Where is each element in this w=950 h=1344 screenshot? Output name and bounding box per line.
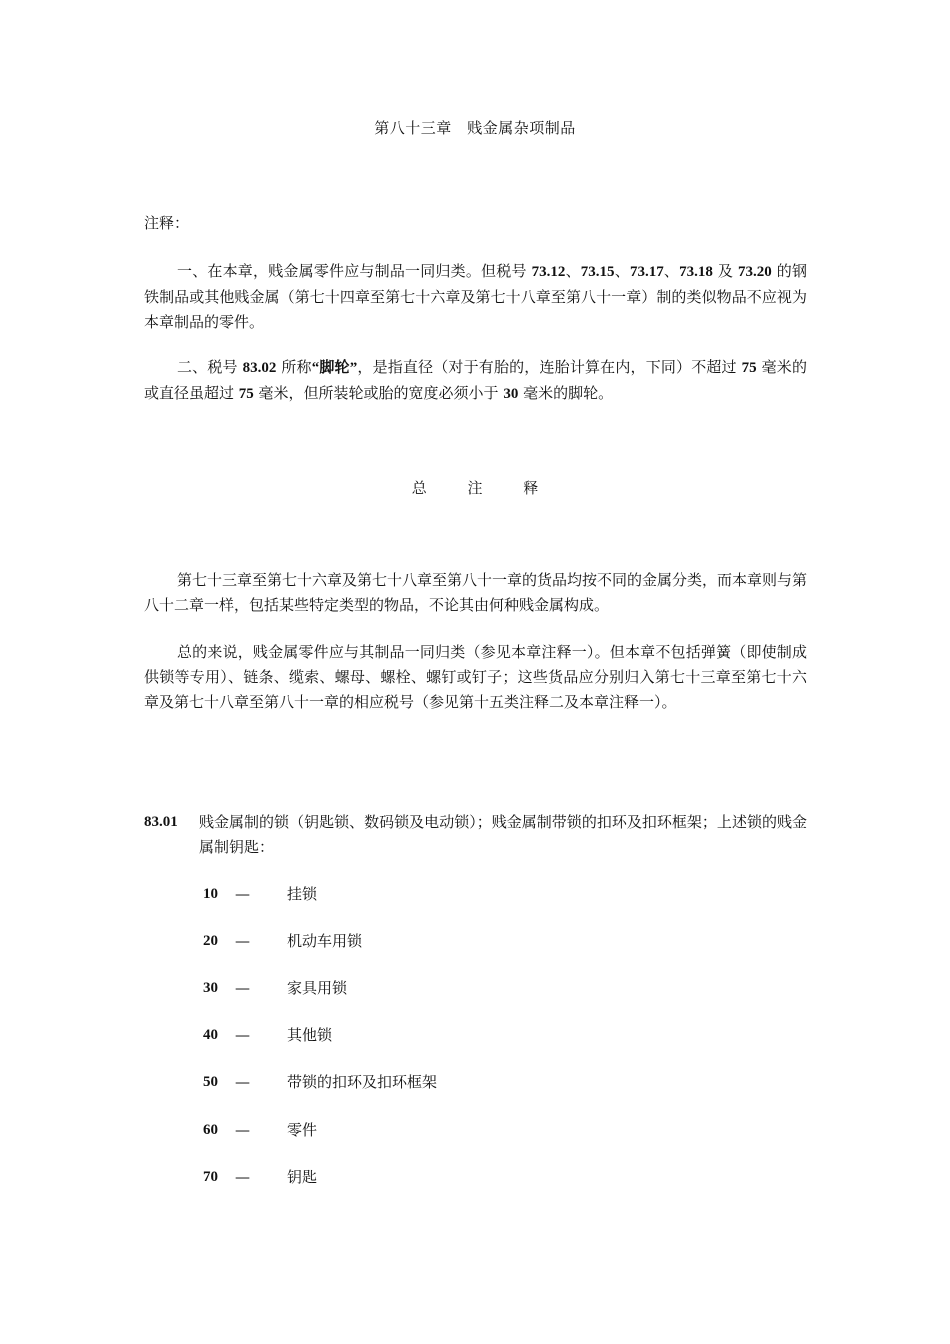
subheading-dash: — bbox=[235, 1073, 250, 1091]
note-1: 一、在本章，贱金属零件应与制品一同归类。但税号 73.12、73.15、73.17、73.18 及 73.20 的钢铁制品或其他贱金属（第七十四章至第七十六章及第七十八章至第八十一章）制的类似物品不应视为本章制品的零件。 bbox=[144, 262, 807, 331]
subheading-code: 50 bbox=[203, 1074, 218, 1090]
subheading-dash: — bbox=[235, 885, 250, 903]
subheading-dash: — bbox=[235, 1168, 250, 1186]
heading-code: 83.01 bbox=[144, 814, 178, 830]
subheading-row bbox=[203, 882, 703, 907]
subheading-label: 钥匙 bbox=[287, 1168, 318, 1186]
subheading-label: 零件 bbox=[287, 1121, 318, 1139]
subheading-label: 其他锁 bbox=[287, 1026, 333, 1044]
subheading-dash: — bbox=[235, 932, 250, 950]
subheading-row bbox=[203, 1070, 703, 1095]
general-note-paragraph-2: 总的来说，贱金属零件应与其制品一同归类（参见本章注释一）。但本章不包括弹簧（即使制成供锁等专用）、链条、缆索、螺母、螺栓、螺钉或钉子；这些货品应分别归入第七十三章至第七十六章及第七十八章至第八十一章的相应税号（参见第十五类注释二及本章注释一）。 bbox=[144, 643, 807, 711]
subheading-label: 家具用锁 bbox=[287, 979, 348, 997]
notes-label: 注释： bbox=[144, 214, 190, 232]
subheading-label: 挂锁 bbox=[287, 885, 318, 903]
subheading-code: 20 bbox=[203, 933, 218, 949]
subheading-code: 60 bbox=[203, 1122, 218, 1138]
subheading-dash: — bbox=[235, 979, 250, 997]
note-2: 二、税号 83.02 所称“脚轮”，是指直径（对于有胎的，连胎计算在内，下同）不超过 75 毫米的或直径虽超过 75 毫米，但所装轮或胎的宽度必须小于 30 毫米的脚轮。 bbox=[144, 358, 807, 402]
subheading-code: 70 bbox=[203, 1169, 218, 1185]
subheading-row bbox=[203, 1118, 703, 1143]
subheading-label: 机动车用锁 bbox=[287, 932, 363, 950]
heading-text: 贱金属制的锁（钥匙锁、数码锁及电动锁）；贱金属制带锁的扣环及扣环框架；上述锁的贱金属制钥匙： bbox=[199, 813, 807, 856]
subheading-row bbox=[203, 929, 703, 954]
subheading-code: 40 bbox=[203, 1027, 218, 1043]
subheading-row bbox=[203, 1165, 703, 1190]
general-notes-title: 总 注 释 bbox=[411, 479, 557, 497]
subheading-code: 30 bbox=[203, 980, 218, 996]
subheading-label: 带锁的扣环及扣环框架 bbox=[287, 1073, 438, 1091]
subheading-dash: — bbox=[235, 1121, 250, 1139]
general-note-paragraph-1: 第七十三章至第七十六章及第七十八章至第八十一章的货品均按不同的金属分类，而本章则与第八十二章一样，包括某些特定类型的物品，不论其由何种贱金属构成。 bbox=[144, 571, 808, 614]
subheading-dash: — bbox=[235, 1026, 250, 1044]
subheading-code: 10 bbox=[203, 886, 218, 902]
subheading-row bbox=[203, 1023, 703, 1048]
chapter-title: 第八十三章 贱金属杂项制品 bbox=[374, 119, 576, 137]
subheading-row bbox=[203, 976, 703, 1001]
